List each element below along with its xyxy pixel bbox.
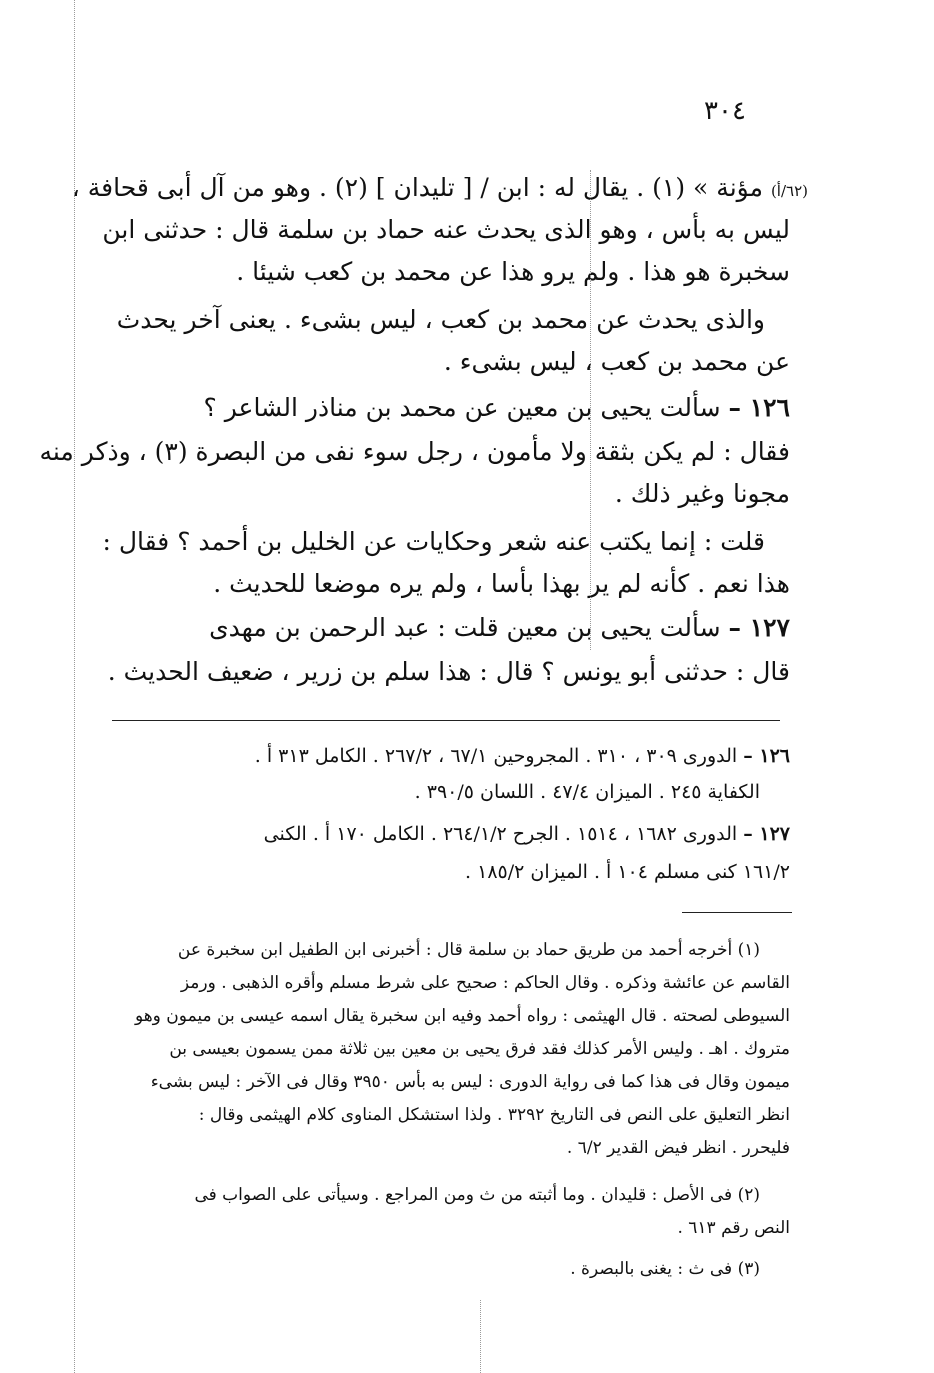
source-number-127: ١٢٧ – [743, 823, 790, 845]
source-line-3 [100, 818, 790, 850]
main-text-line-9: قلت : إنما يكتب عنه شعر وحكايات عن الخليل بن أحمد ؟ فقال : [102, 527, 765, 556]
entry-number-126: ١٢٦ – [728, 393, 790, 422]
footnote-line-8: (٢) فى الأصل : قليدان . وما أثبته من ث ومن المراجع . وسيأتى على الصواب فى [194, 1185, 760, 1205]
entry-number-127: ١٢٧ – [728, 613, 790, 642]
main-text-line-1-content: مؤنة » (١) . يقال له : ابن / [ تليدان ] (٢) . وهو من آل أبى قحافة ، [71, 173, 763, 202]
main-text-line-3: سخبرة هو هذا . ولم يرو هذا عن محمد بن كعب شيئا . [236, 257, 790, 286]
footnote-line-6: انظر التعليق على النص فى التاريخ ٣٢٩٢ . ولذا استشكل المناوى كلام الهيثمى وقال : [198, 1105, 790, 1125]
footnote-line-5: ميمون وقال فى هذا كما فى رواية الدورى : ليس به بأس ٣٩٥٠ وقال فى الآخر : ليس بشىء [150, 1072, 790, 1092]
footnote-line-2: القاسم عن عائشة وذكره . وقال الحاكم : صحيح على شرط مسلم وأقره الذهبى . ورمز [180, 973, 790, 993]
main-text-line-5: عن محمد بن كعب ، ليس بشىء . [443, 347, 790, 376]
footnote-line-3: السيوطى لصحته . قال الهيثمى : رواه أحمد وفيه ابن سخبرة يقال اسمه عيسى بن ميمون وهو [134, 1006, 790, 1026]
scan-artifact-bottom [480, 1300, 481, 1373]
main-text-line-11 [100, 608, 790, 648]
source-line-4: ١٦١/٢ كنى مسلم ١٠٤ أ . الميزان ١٨٥/٢ . [465, 861, 790, 883]
footnote-line-9: النص رقم ٦١٣ . [677, 1218, 790, 1238]
source-line-1 [100, 740, 790, 772]
footnote-line-10: (٣) فى ث : يغنى بالبصرة . [570, 1259, 760, 1279]
main-text-line-12: قال : حدثنى أبو يونس ؟ قال : هذا سلم بن زرير ، ضعيف الحديث . [107, 657, 790, 686]
main-text-line-2: ليس به بأس ، وهو الذى يحدث عنه حماد بن سلمة قال : حدثنى ابن [102, 215, 790, 244]
source-line-1-content: الدورى ٣٠٩ ، ٣١٠ . المجروحين ٦٧/١ ، ٢٦٧/٢ . الكامل ٣١٣ أ . [254, 745, 738, 767]
footnote-line-4: متروك . اهـ . وليس الأمر كذلك فقد فرق يحيى بن معين بين ثلاثة ممن يسمون بعيسى بن [169, 1039, 790, 1059]
footnote-line-7: فليحرر . انظر فيض القدير ٦/٢ . [566, 1138, 790, 1158]
references-divider [112, 720, 780, 721]
main-text-line-1 [71, 168, 808, 208]
source-line-2: الكفاية ٢٤٥ . الميزان ٤٧/٤ . اللسان ٣٩٠/٥ . [414, 781, 760, 803]
scan-artifact-left [74, 0, 75, 1373]
scan-artifact-center [590, 170, 591, 650]
main-text-line-6 [100, 388, 790, 428]
main-text-line-6-content: سألت يحيى بن معين عن محمد بن مناذر الشاعر ؟ [203, 393, 721, 422]
main-text-line-11-content: سألت يحيى بن معين قلت : عبد الرحمن بن مهدى [209, 613, 721, 642]
source-line-3-content: الدورى ١٦٨٢ ، ١٥١٤ . الجرح ٢٦٤/١/٢ . الكامل ١٧٠ أ . الكنى [263, 823, 738, 845]
margin-folio-reference: (٦٢/أ) [770, 182, 808, 200]
main-text-line-10: هذا نعم . كأنه لم ير بهذا بأسا ، ولم يره موضعا للحديث . [213, 569, 790, 598]
main-text-line-7: فقال : لم يكن بثقة ولا مأمون ، رجل سوء نفى من البصرة (٣) ، وذكر منه [39, 437, 790, 466]
main-text-line-4: والذى يحدث عن محمد بن كعب ، ليس بشىء . يعنى آخر يحدث [116, 305, 765, 334]
page-number: ٣٠٤ [704, 96, 746, 126]
footnote-line-1: (١) أخرجه أحمد من طريق حماد بن سلمة قال : أخبرنى ابن الطفيل ابن سخبرة عن [177, 940, 760, 960]
footnotes-divider [682, 912, 792, 913]
main-text-line-8: مجونا وغير ذلك . [614, 479, 790, 508]
source-number-126: ١٢٦ – [743, 745, 790, 767]
